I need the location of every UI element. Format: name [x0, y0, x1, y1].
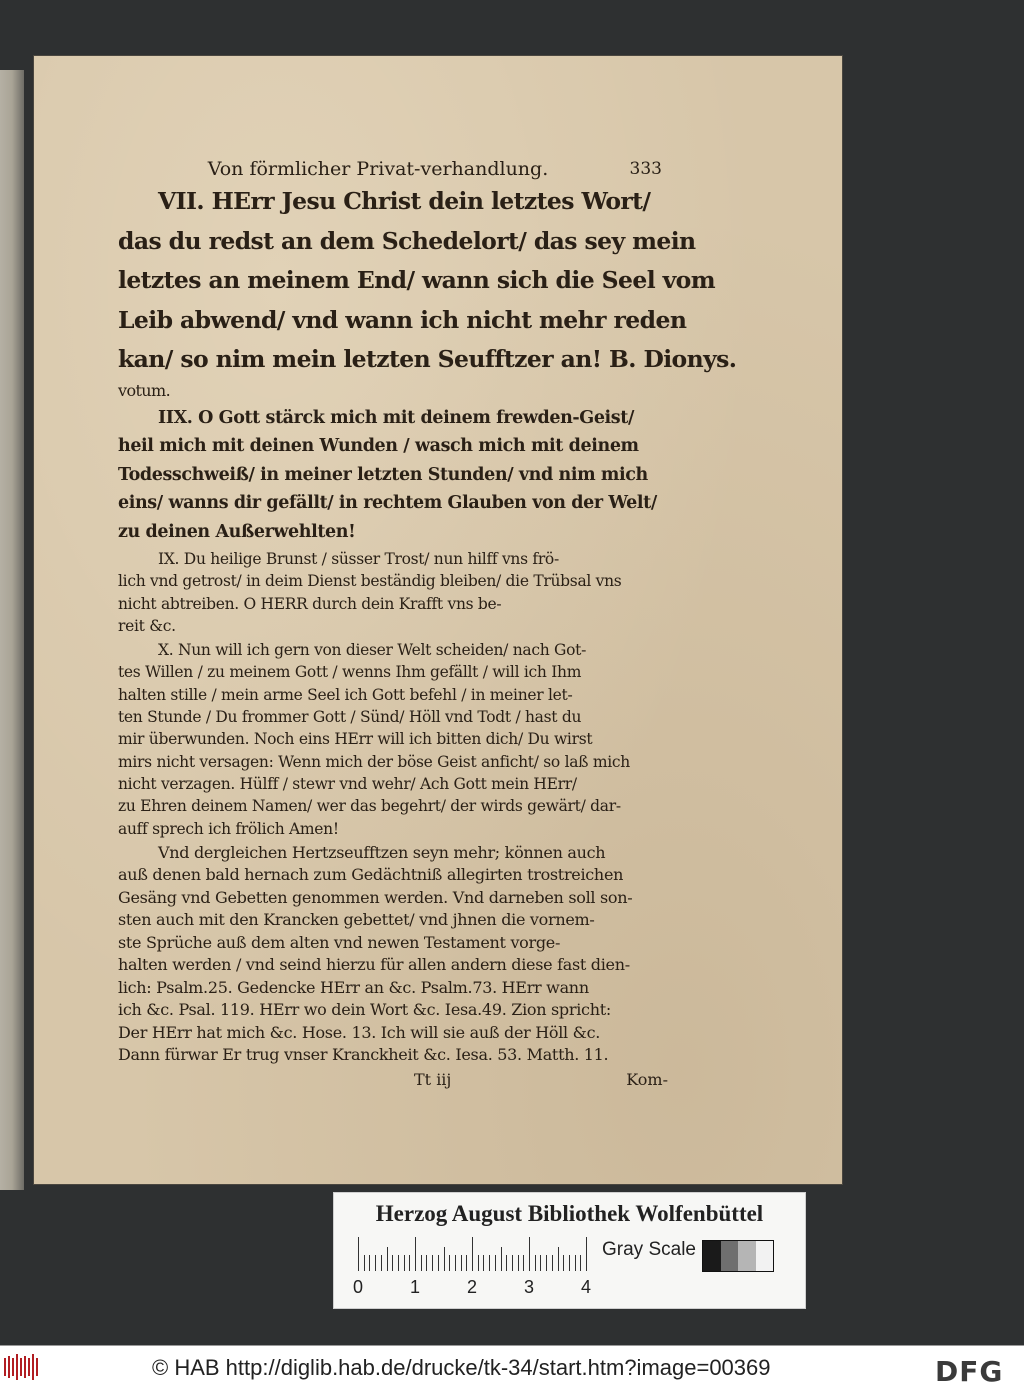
book-page — [34, 56, 842, 1184]
text-line: halten stille / mein arme Seel ich Gott befehl / in meiner let- — [118, 685, 573, 704]
ruler-tick — [392, 1255, 393, 1271]
ruler-tick — [586, 1237, 587, 1271]
text-line: nicht verzagen. Hülff / stewr vnd wehr/ Ach Gott mein HErr/ — [118, 774, 577, 793]
grayscale-step — [738, 1241, 756, 1271]
scale-number: 3 — [523, 1277, 534, 1297]
verse-vii — [118, 182, 737, 402]
text-line: halten werden / vnd seind hierzu für allen andern diese fast dien- — [118, 955, 630, 975]
ruler-tick — [546, 1255, 547, 1271]
text-line: X. Nun will ich gern von dieser Welt scheiden/ nach Got- — [158, 641, 587, 660]
ruler-tick — [432, 1255, 433, 1271]
ruler-tick — [466, 1255, 467, 1271]
ruler-tick — [478, 1255, 479, 1271]
adjacent-page-edge — [0, 70, 24, 1190]
ruler-tick — [518, 1255, 519, 1271]
library-label-card — [333, 1192, 806, 1309]
ruler-tick — [455, 1255, 456, 1271]
text-line: Der HErr hat mich &c. Hose. 13. Ich will sie auß der Höll &c. — [118, 1022, 601, 1042]
ruler-tick — [529, 1237, 530, 1271]
footer-credit-link[interactable]: © HAB http://diglib.hab.de/drucke/tk-34/start.htm?image=00369 — [152, 1355, 771, 1380]
verse-x — [118, 639, 668, 840]
grayscale-step — [756, 1241, 774, 1271]
library-name: Herzog August Bibliothek Wolfenbüttel — [375, 1201, 764, 1226]
ruler-tick — [358, 1237, 359, 1271]
text-line: auff sprech ich frölich Amen! — [118, 819, 339, 838]
text-line: das du redst an dem Schedelort/ das sey mein — [118, 226, 696, 255]
ruler-tick — [369, 1255, 370, 1271]
ruler-tick — [575, 1255, 576, 1271]
ruler-tick — [444, 1247, 445, 1271]
ruler-tick — [398, 1255, 399, 1271]
ruler-tick — [512, 1255, 513, 1271]
viewer-footer — [0, 1345, 1024, 1389]
grayscale-swatch — [702, 1240, 774, 1272]
scale-number: 2 — [466, 1277, 477, 1297]
ruler-tick — [421, 1255, 422, 1271]
ruler-tick — [495, 1255, 496, 1271]
ruler-tick — [540, 1255, 541, 1271]
scale-ruler — [354, 1237, 594, 1271]
text-line: Leib abwend/ vnd wann ich nicht mehr reden — [118, 305, 687, 334]
ruler-tick — [381, 1255, 382, 1271]
ruler-tick — [580, 1255, 581, 1271]
text-line: mirs nicht versagen: Wenn mich der böse Geist anficht/ so laß mich — [118, 752, 630, 771]
text-line: letztes an meinem End/ wann sich die Seel vom — [118, 266, 716, 294]
ruler-tick — [404, 1255, 405, 1271]
catchword: Kom- — [626, 1069, 668, 1089]
running-head-text: Von förmlicher Privat-verhandlung. — [207, 158, 549, 180]
signature-line — [118, 1067, 668, 1093]
running-head — [118, 156, 668, 182]
text-line: nicht abtreiben. O HERR durch dein Krafft vns be- — [118, 594, 502, 613]
grayscale-label: Gray Scale — [602, 1239, 696, 1260]
text-line: sten auch mit den Krancken gebettet/ vnd jhnen die vornem- — [118, 910, 595, 930]
ruler-tick — [426, 1255, 427, 1271]
text-line: lich: Psalm.25. Gedencke HErr an &c. Psalm.73. HErr wann — [118, 977, 589, 997]
grayscale-step — [721, 1241, 739, 1271]
grayscale-step — [703, 1241, 721, 1271]
text-line: mir überwunden. Noch eins HErr will ich bitten dich/ Du wirst — [118, 730, 593, 749]
text-line: IX. Du heilige Brunst / süsser Trost/ nun hilff vns frö- — [158, 550, 559, 568]
text-line: IIX. O Gott stärck mich mit deinem frewden-Geist/ — [158, 407, 634, 428]
scale-number: 1 — [409, 1277, 420, 1297]
ruler-tick — [438, 1255, 439, 1271]
text-line: kan/ so nim mein letzten Seufftzer an! B. Dionys. — [118, 345, 737, 373]
ruler-tick — [569, 1255, 570, 1271]
ruler-tick — [375, 1255, 376, 1271]
text-line: ich &c. Psal. 119. HErr wo dein Wort &c. Iesa.49. Zion spricht: — [118, 1000, 611, 1020]
ruler-tick — [387, 1247, 388, 1271]
text-line: heil mich mit deinen Wunden / wasch mich mit deinem — [118, 436, 639, 456]
ruler-tick — [461, 1255, 462, 1271]
ruler-tick — [472, 1237, 473, 1271]
ruler-tick — [449, 1255, 450, 1271]
ruler-tick — [552, 1255, 553, 1271]
signature-mark: Tt iij — [414, 1069, 452, 1089]
verse-viii — [118, 404, 668, 547]
ruler-tick — [558, 1247, 559, 1271]
ruler-tick — [506, 1255, 507, 1271]
ruler-tick — [501, 1247, 502, 1271]
text-line: votum. — [118, 380, 171, 400]
text-line: tes Willen / zu meinem Gott / wenns Ihm gefällt / will ich Ihm — [118, 663, 582, 682]
text-line: Vnd dergleichen Hertzseufftzen seyn mehr; können auch — [158, 842, 606, 862]
text-line: VII. HErr Jesu Christ dein letztes Wort/ — [158, 187, 651, 215]
page-text-block — [118, 156, 737, 1093]
verse-ix — [118, 548, 668, 637]
text-line: Gesäng vnd Gebetten genommen werden. Vnd darneben soll son- — [118, 887, 633, 907]
ruler-tick — [523, 1255, 524, 1271]
text-line: zu deinen Außerwehlten! — [118, 521, 356, 542]
page-number: 333 — [629, 159, 662, 179]
text-line: Dann fürwar Er trug vnser Kranckheit &c. Iesa. 53. Matth. 11. — [118, 1045, 609, 1065]
text-line: ste Sprüche auß dem alten vnd newen Testament vorge- — [118, 932, 561, 952]
ruler-tick — [563, 1255, 564, 1271]
text-line: Todesschweiß/ in meiner letzten Stunden/ vnd nim mich — [118, 464, 648, 485]
dfg-logo: DFG — [935, 1355, 1004, 1388]
text-line: zu Ehren deinem Namen/ wer das begehrt/ der wirds gewärt/ dar- — [118, 797, 621, 816]
ruler-tick — [415, 1237, 416, 1271]
text-line: auß denen bald hernach zum Gedächtniß allegirten trostreichen — [118, 865, 624, 885]
scale-number: 0 — [352, 1277, 363, 1297]
text-line: reit &c. — [118, 616, 176, 635]
ruler-tick — [364, 1255, 365, 1271]
hab-logo-icon — [4, 1354, 40, 1380]
ruler-tick — [535, 1255, 536, 1271]
text-line: eins/ wanns dir gefällt/ in rechtem Glauben von der Welt/ — [118, 493, 657, 513]
scale-number: 4 — [580, 1277, 591, 1297]
text-line: lich vnd getrost/ in deim Dienst beständig bleiben/ die Trübsal vns — [118, 572, 622, 591]
text-line: ten Stunde / Du frommer Gott / Sünd/ Höll vnd Todt / hast du — [118, 708, 582, 727]
ruler-tick — [483, 1255, 484, 1271]
closing-paragraph — [118, 842, 668, 1067]
ruler-tick — [489, 1255, 490, 1271]
ruler-tick — [409, 1255, 410, 1271]
